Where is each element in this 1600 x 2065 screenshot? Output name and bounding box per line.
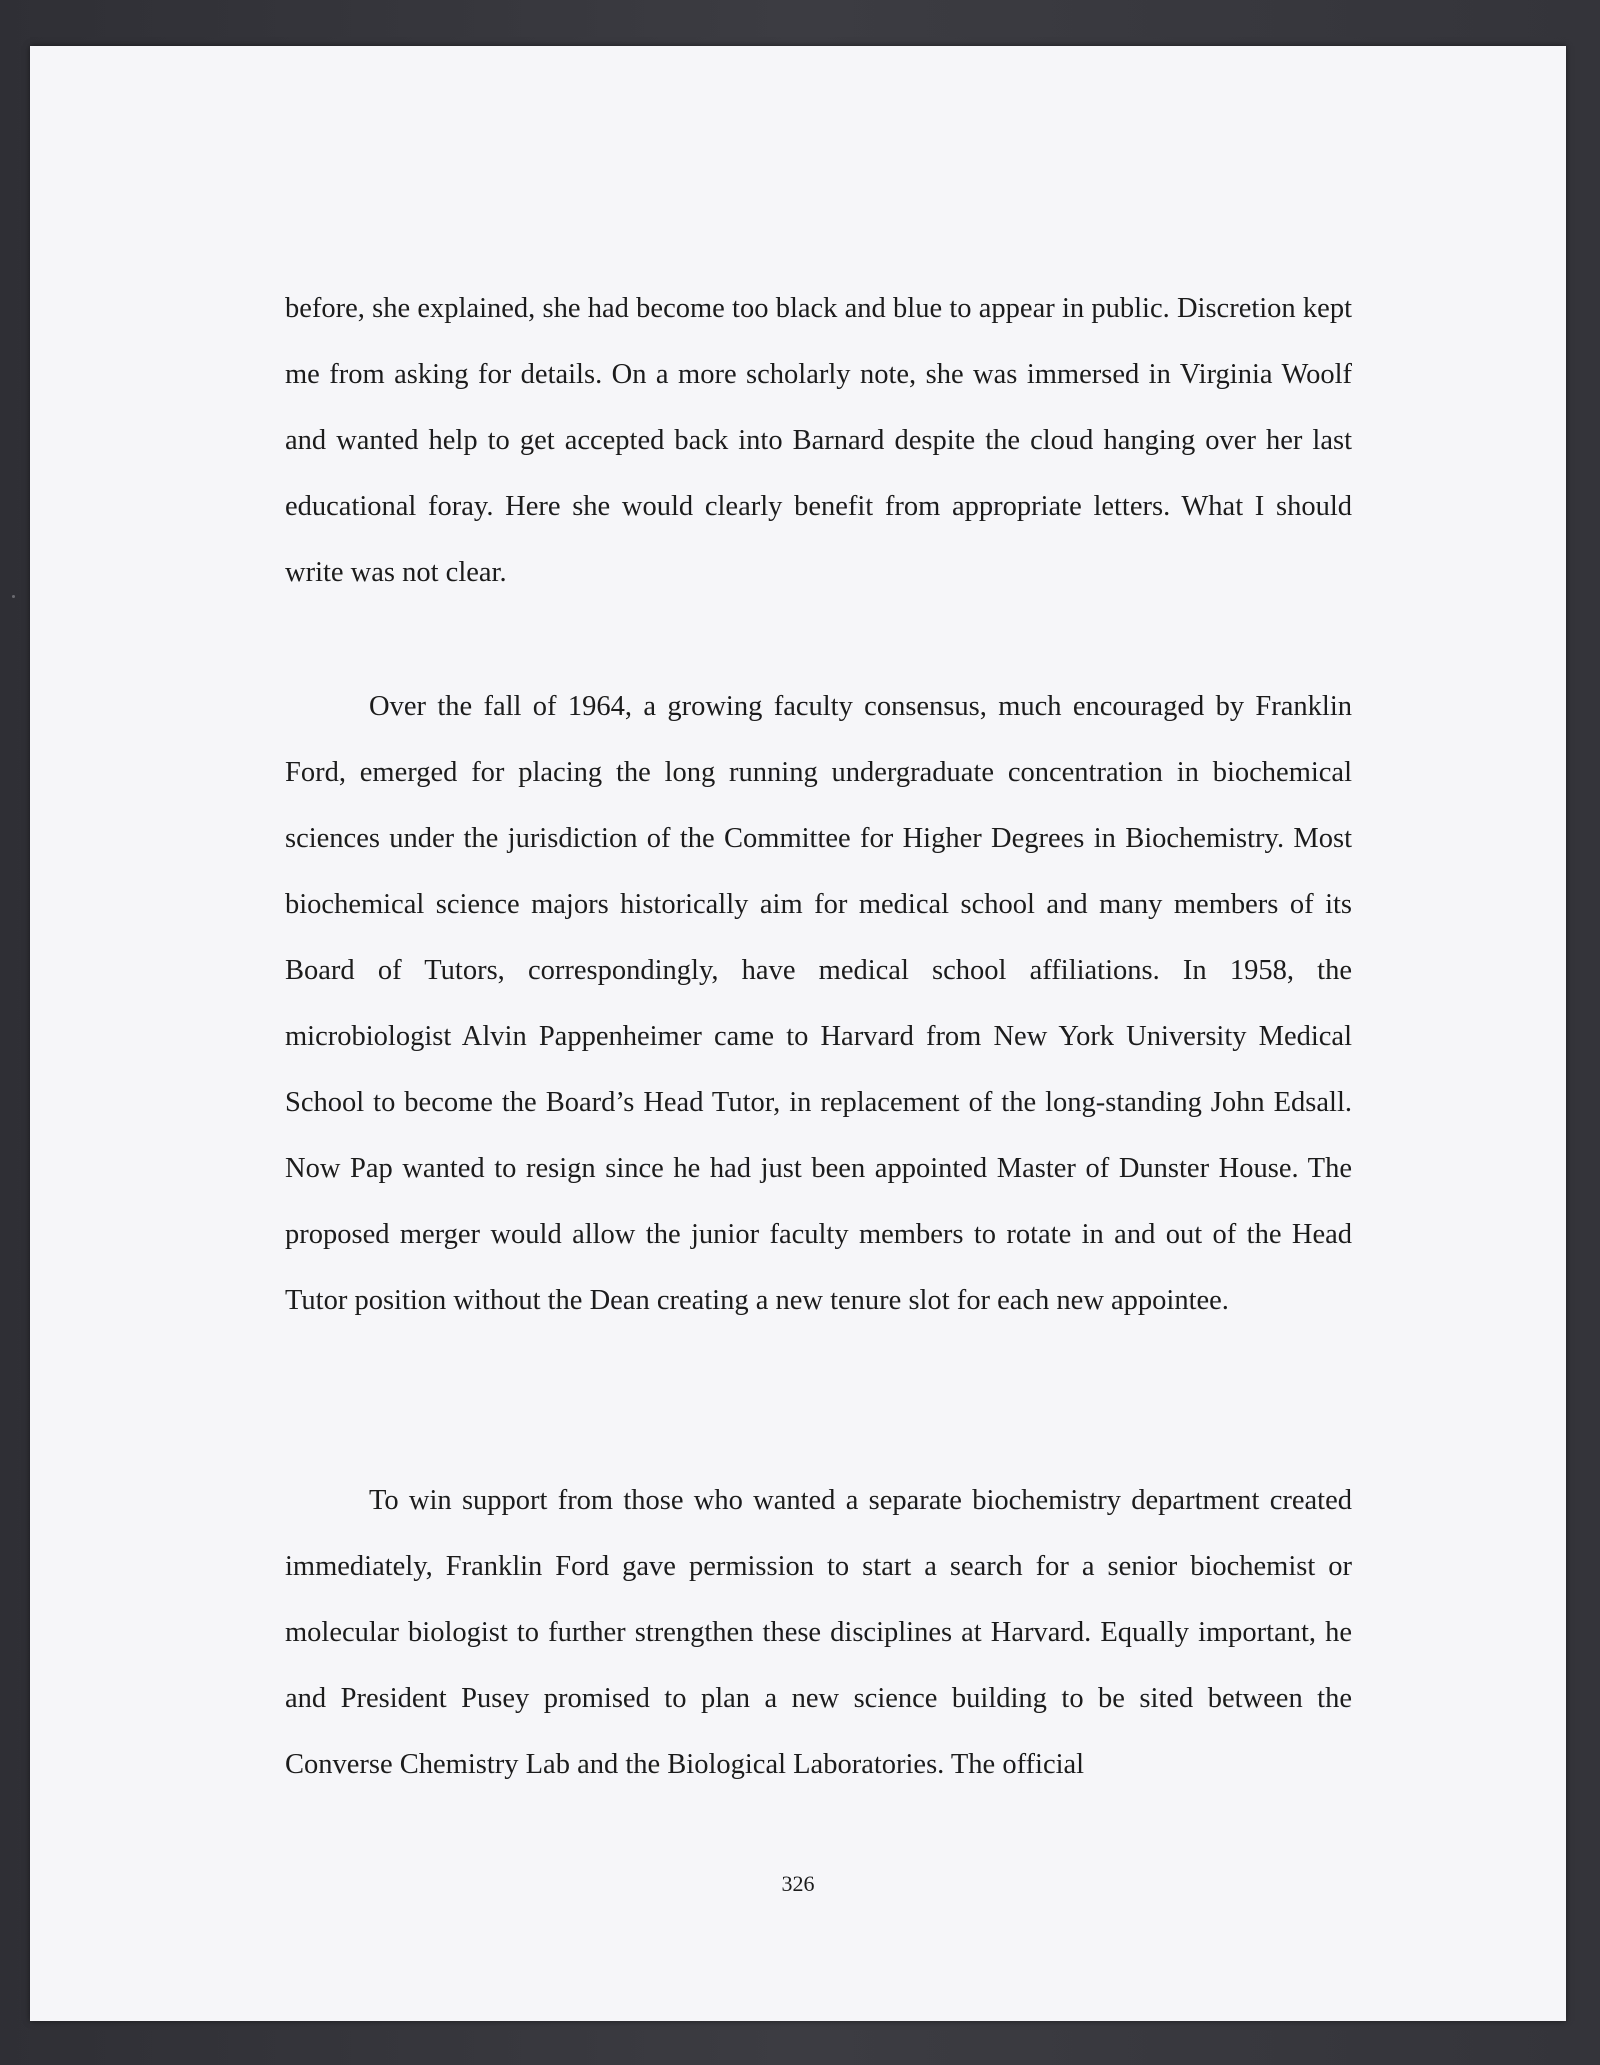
paragraph-1: before, she explained, she had become too black and blue to appear in public. Discretion kept me from asking for details. On a more scholarly note, she was immersed in Virginia Woolf and wanted help to get accepted back into Barnard despite the cloud hanging over her last educational foray. Here she would clearly benefit from appropriate letters. What I should write was not clear. bbox=[285, 293, 1352, 588]
scan-speck bbox=[12, 595, 15, 598]
document-page bbox=[30, 46, 1566, 2021]
paragraph-3: To win support from those who wanted a separate biochemistry department created immediately, Franklin Ford gave permission to start a search for a senior biochemist or molecular biologist to further strengthen these disciplines at Harvard. Equally important, he and President Pusey promised to plan a new science building to be sited between the Converse Chemistry Lab and the Biological Laboratories. The official bbox=[285, 1485, 1352, 1780]
paragraph-2: Over the fall of 1964, a growing faculty consensus, much encouraged by Franklin Ford, emerged for placing the long running undergraduate concentration in biochemical sciences under the jurisdiction of the Committee for Higher Degrees in Biochemistry. Most biochemical science majors historically aim for medical school and many members of its Board of Tutors, correspondingly, have medical school affiliations. In 1958, the microbiologist Alvin Pappenheimer came to Harvard from New York University Medical School to become the Board’s Head Tutor, in replacement of the long-standing John Edsall. Now Pap wanted to resign since he had just been appointed Master of Dunster House. The proposed merger would allow the junior faculty members to rotate in and out of the Head Tutor position without the Dean creating a new tenure slot for each new appointee. bbox=[285, 691, 1352, 1316]
page-number: 326 bbox=[781, 1871, 815, 1896]
